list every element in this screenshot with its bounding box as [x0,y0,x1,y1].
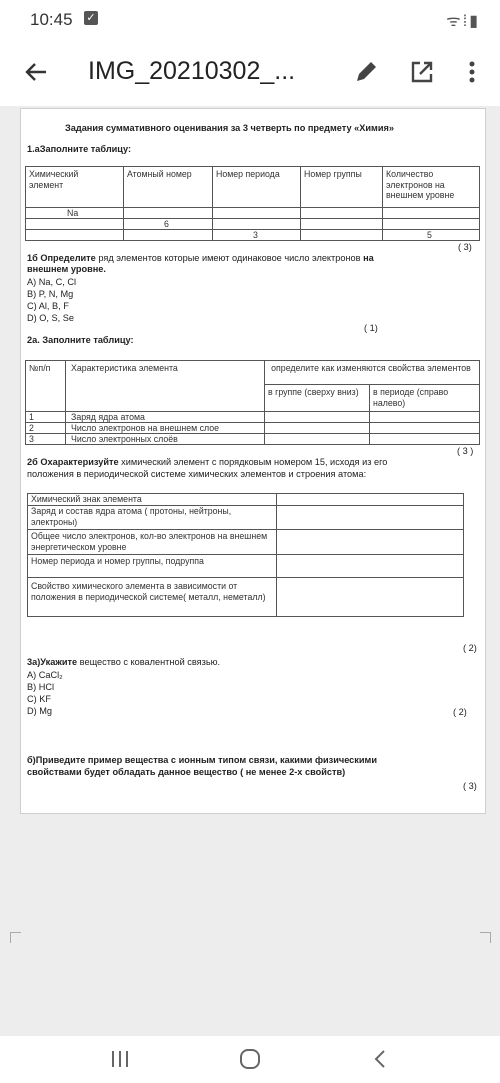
q2b-bold: 2б Охарактеризуйте [27,457,119,467]
table-header-cell: Номер периода [216,169,280,179]
table-line [479,166,480,241]
page-corner-mark [10,932,21,943]
table-cell: Общее число электронов, кол-во электронов на внешнем энергетическом уровне [31,531,268,552]
table-cell: Химический знак элемента [31,494,142,504]
table-line [369,384,370,445]
q2a-label: 2а. Заполните таблицу: [27,335,134,345]
table-line [264,384,480,385]
more-options-button[interactable] [456,56,488,88]
back-button[interactable] [20,56,52,88]
q1b-line1 [27,253,374,264]
table-line [123,166,124,241]
table-cell: Число электронов на внешнем слое [71,423,220,433]
table-line [25,360,480,361]
table-cell: Номер периода и номер группы, подруппа [31,556,204,566]
table-header-cell: Количество электронов на внешнем уровне [386,169,455,200]
table-header-cell: Атомный номер [127,169,192,179]
page-corner-mark [480,932,491,943]
table-line [25,166,26,241]
open-external-icon [406,56,438,88]
table-cell: 6 [164,219,169,229]
more-vert-icon [456,56,488,88]
q1b-line2: внешнем уровне. [27,264,106,274]
notification-check-icon: ✓ [84,11,98,25]
table-cell: Na [67,208,79,218]
q3b-line1: б)Приведите пример вещества с ионным типом связи, какими физическими [27,755,377,765]
table-header-cell: №п/п [29,363,51,373]
table-cell: Заряд и состав ядра атома ( протоны, нейтроны, электроны) [31,506,232,527]
q3a-line [27,657,220,668]
option-item: C) KF [27,694,51,704]
table-header-cell: Номер группы [304,169,362,179]
q3a-bold: 3а)Укажите [27,657,78,667]
edit-button[interactable] [350,56,382,88]
table-line [300,166,301,241]
option-item: A) Na, C, Cl [27,277,77,287]
q3a-rest: вещество с ковалентной связью. [77,657,221,667]
table-line [27,616,464,617]
score-label: ( 3 ) [457,446,474,456]
table-line [65,360,66,445]
table-line [27,554,464,555]
table-line [27,493,28,617]
recent-apps-icon [100,1044,140,1074]
table-line [212,166,213,241]
table-line [27,529,464,530]
chevron-left-icon [360,1044,400,1074]
table-line [479,360,480,445]
table-line [25,207,480,208]
system-nav-bar [0,1036,500,1083]
table-cell: 1 [29,412,34,422]
document-image [20,108,486,814]
doc-heading: Задания суммативного оценивания за 3 четверть по предмету «Химия» [65,123,394,133]
q1b-bold2: на [363,253,374,263]
status-bar [0,0,500,40]
option-item: A) CaCl₂ [27,670,63,680]
q2b-line2: положения в периодической системе химических элементов и строения атома: [27,469,367,479]
table-line [25,166,480,167]
back-nav-button[interactable] [360,1044,400,1074]
score-label: ( 1) [364,323,378,333]
table-cell: Заряд ядра атома [71,412,145,422]
q2b-line1 [27,457,387,468]
option-item: B) HCl [27,682,55,692]
option-item: B) P, N, Mg [27,289,74,299]
table-cell: Число электронных слоёв [71,434,178,444]
option-item: D) O, S, Se [27,313,74,323]
table-header-cell: в периоде (справо налево) [373,387,449,408]
document-title: IMG_20210302_... [88,57,296,85]
table-header-cell: Химический элемент [29,169,79,190]
q2b-rest: химический элемент с порядковым номером 15, исходя из его [118,457,388,467]
arrow-left-icon [20,56,52,88]
q1b-bold: 1б Определите [27,253,96,263]
status-time: 10:45 [30,10,73,29]
open-external-button[interactable] [406,56,438,88]
q1a-label: 1.аЗаполните таблицу: [27,144,132,154]
table-header-cell: в группе (сверху вниз) [268,387,359,397]
table-line [27,577,464,578]
status-icons: ᯤ⁞▮ [446,13,480,30]
home-icon [230,1044,270,1074]
table-line [463,493,464,617]
table-cell: 5 [427,230,432,240]
pencil-icon [350,56,382,88]
score-label: ( 2) [453,707,467,717]
table-header-cell: Характеристика элемента [71,363,178,373]
app-bar [0,40,500,106]
recent-apps-button[interactable] [100,1044,140,1074]
table-line [276,493,277,617]
score-label: ( 3) [458,242,472,252]
option-item: C) Al, B, F [27,301,69,311]
table-cell: 2 [29,423,34,433]
score-label: ( 2) [463,643,477,653]
table-cell: 3 [253,230,258,240]
q1b-rest: ряд элементов которые имеют одинаковое число электронов [95,253,364,263]
table-cell: Свойство химического элемента в зависимости от положения в периодической системе( металл, неметалл) [31,581,266,602]
home-button[interactable] [230,1044,270,1074]
table-line [25,218,480,219]
table-line [25,360,26,445]
score-label: ( 3) [463,781,477,791]
table-line [264,360,265,445]
table-header-cell: определите как изменяются свойства элементов [271,363,471,373]
option-item: D) Mg [27,706,53,716]
table-cell: 3 [29,434,34,444]
q3b-line2: свойствами будет обладать данное вещество ( не менее 2-х свойств) [27,767,346,777]
